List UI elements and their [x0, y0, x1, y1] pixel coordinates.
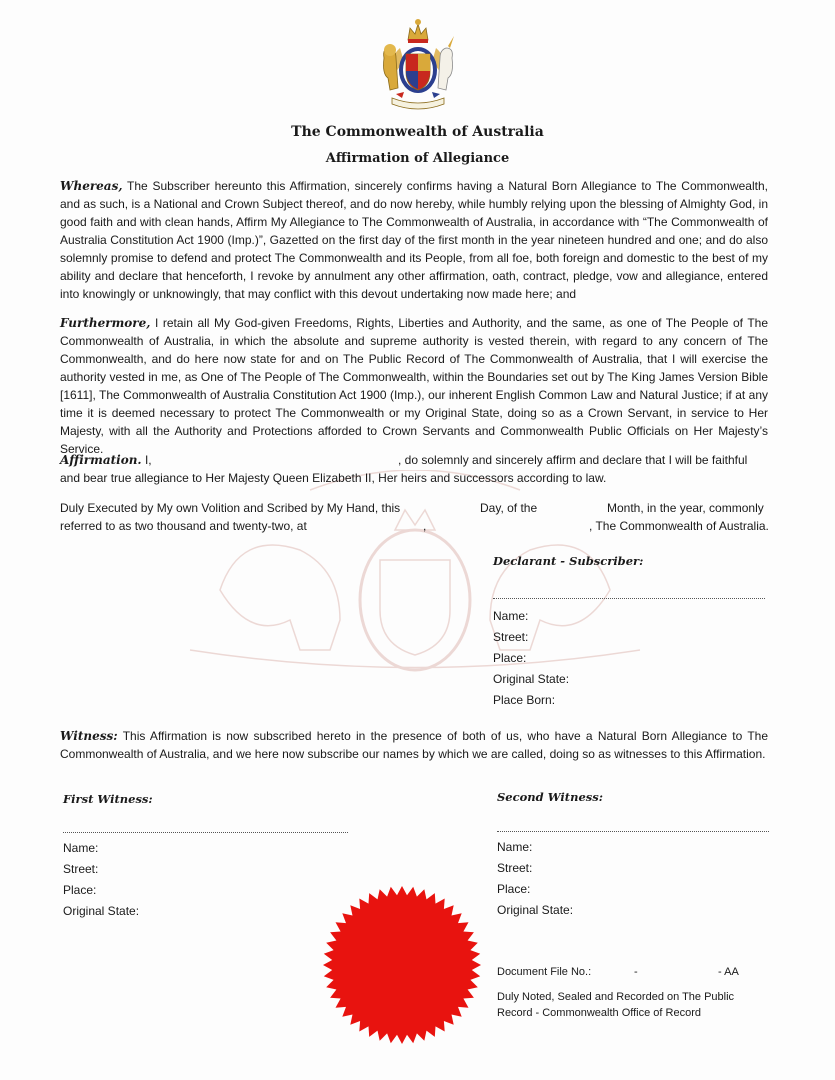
whereas-lead: Whereas, — [60, 179, 123, 193]
first-witness-signature-line[interactable] — [63, 832, 348, 833]
declarant-street-label: Street: — [493, 630, 529, 644]
second-witness-state-label: Original State: — [497, 903, 574, 917]
affirmation-pre: I, — [141, 453, 152, 467]
declarant-state-label: Original State: — [493, 672, 570, 686]
witness-lead: Witness: — [60, 729, 118, 743]
affirmation-line-2: and bear true allegiance to Her Majesty Queen Elizabeth II, Her heirs and successors according to law. — [60, 471, 607, 485]
declarant-fields — [493, 606, 569, 711]
executed-month: Month, in the year, commonly — [607, 501, 764, 515]
declarant-place-label: Place: — [493, 651, 527, 665]
whereas-paragraph — [60, 177, 768, 303]
executed-line-1: Duly Executed by My own Volition and Scribed by My Hand, this — [60, 501, 401, 515]
executed-comma: , — [423, 519, 427, 533]
document-subtitle: Affirmation of Allegiance — [325, 151, 510, 166]
first-witness-place-label: Place: — [63, 883, 97, 897]
second-witness-place-label: Place: — [497, 882, 531, 896]
coat-of-arms-icon — [378, 18, 458, 118]
witness-text: This Affirmation is now subscribed hereto in the presence of both of us, who have a Natural Born Allegiance to The Commonwealth of Australia, and we here now subscribe our names by which we are called, doing so as witnesses to this Affirmation. — [60, 729, 768, 761]
affirmation-line-1-start — [60, 451, 152, 469]
furthermore-lead: Furthermore, — [60, 316, 151, 330]
witness-paragraph — [60, 727, 768, 763]
document-file-suffix: - AA — [718, 966, 739, 978]
executed-commonwealth: , The Commonwealth of Australia. — [589, 519, 769, 533]
first-witness-street-label: Street: — [63, 862, 99, 876]
executed-day-of: Day, of the — [480, 501, 538, 515]
record-note-line-2: Record - Commonwealth Office of Record — [497, 1007, 701, 1019]
first-witness-state-label: Original State: — [63, 904, 140, 918]
declarant-heading: Declarant - Subscriber: — [493, 554, 644, 568]
second-witness-street-label: Street: — [497, 861, 533, 875]
first-witness-name-label: Name: — [63, 841, 99, 855]
second-witness-heading: Second Witness: — [497, 790, 603, 804]
declarant-name-label: Name: — [493, 609, 529, 623]
document-title: The Commonwealth of Australia — [291, 124, 544, 140]
declarant-signature-line[interactable] — [493, 598, 765, 599]
document-file-label: Document File No.: — [497, 966, 592, 978]
first-witness-heading: First Witness: — [63, 792, 153, 806]
whereas-text: The Subscriber hereunto this Affirmation, sincerely confirms having a Natural Born Allegiance to The Commonwealth, and as such, is a National and Crown Subject thereof, and do now hereby, while humbly relying upon the blessing of Almighty God, in good faith and with clean hands, Affirm My Allegiance to The Commonwealth of Australia, in accordance with “The Commonwealth of Australia Constitution Act 1900 (Imp.)”, Gazetted on the first day of the first month in the year nineteen hundred and one; and do also solemnly promise to defend and protect The Commonwealth and its People, from all foe, both foreign and domestic to the best of my ability and declare that henceforth, I revoke by annulment any other affirmation, oath, contract, pledge, vow and allegiance, entered into knowingly or unknowingly, that may conflict with this devout undertaking now made here; and — [60, 179, 768, 301]
first-witness-fields — [63, 838, 139, 922]
declarant-born-label: Place Born: — [493, 693, 556, 707]
second-witness-fields — [497, 837, 573, 921]
furthermore-text: I retain all My God-given Freedoms, Rights, Liberties and Authority, and the same, as one of The People of The Commonwealth of Australia, in which the absolute and supreme authority is vested therein, with regard to any concern of The Commonwealth, and do here now state for and on The Public Record of The Commonwealth of Australia, that I will exercise the authority vested in me, as One of The People of The Commonwealth, within the Boundaries set out by The King James Version Bible [1611], The Commonwealth of Australia Constitution Act 1900 (Imp.), our inherent English Common Law and Natural Justice; if at any time it is deemed necessary to protect The Commonwealth or my Original State, doing so as a Crown Servant, in service to Her Majesty, with all the Authority and Protections afforded to Crown Servants and Commonwealth Public Officials on Her Majesty’s Service. — [60, 316, 768, 456]
affirmation-post: , do solemnly and sincerely affirm and declare that I will be faithful — [398, 453, 748, 467]
furthermore-paragraph — [60, 314, 768, 458]
executed-line-2: referred to as two thousand and twenty-two, at — [60, 519, 307, 533]
record-note-line-1: Duly Noted, Sealed and Recorded on The Public — [497, 991, 735, 1003]
second-witness-signature-line[interactable] — [497, 831, 769, 832]
document-file-dash: - — [634, 966, 638, 978]
second-witness-name-label: Name: — [497, 840, 533, 854]
red-seal-icon — [322, 885, 482, 1045]
affirmation-lead: Affirmation. — [60, 453, 142, 467]
